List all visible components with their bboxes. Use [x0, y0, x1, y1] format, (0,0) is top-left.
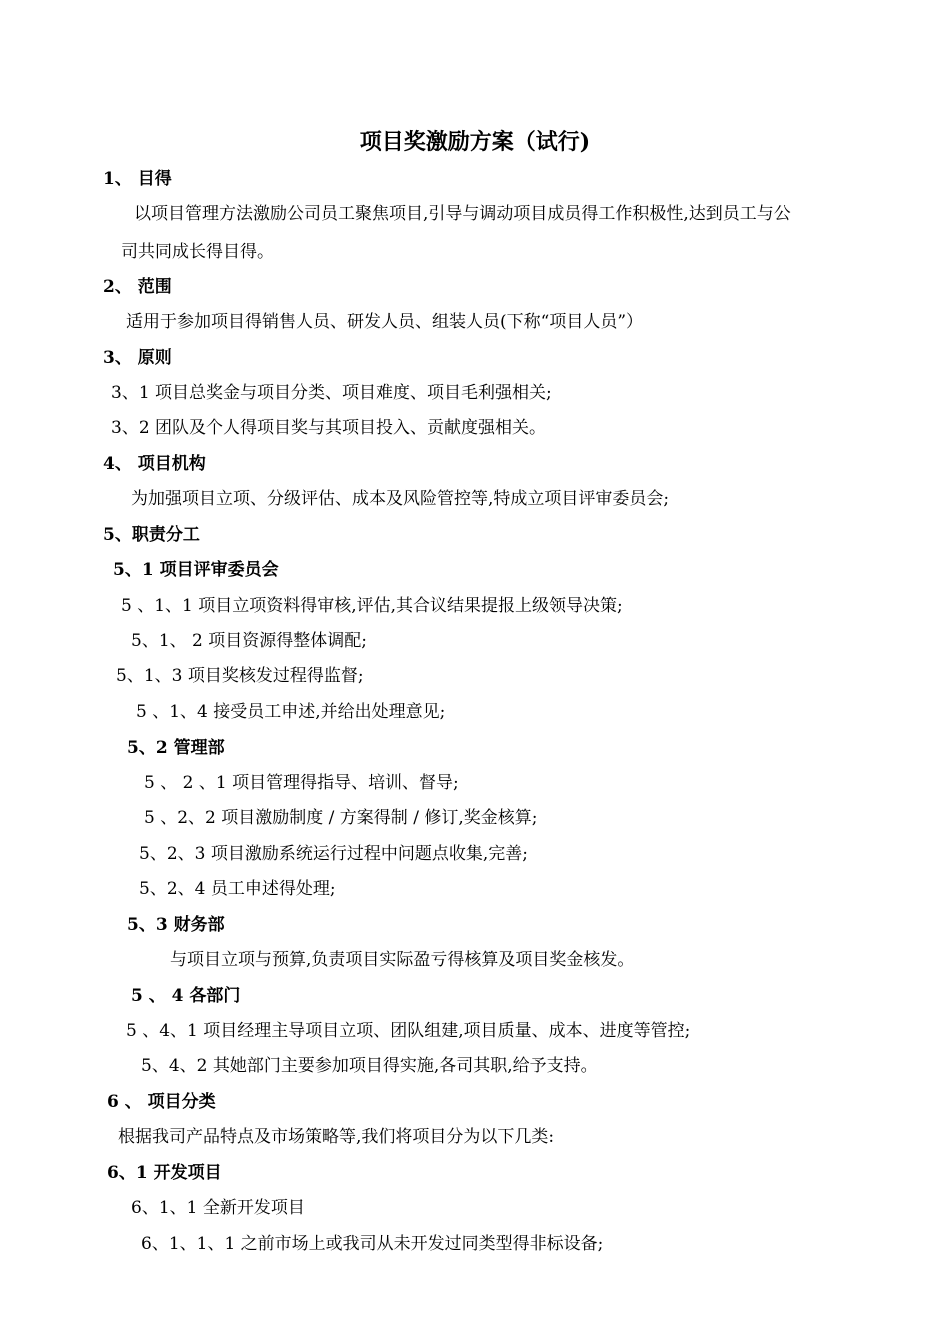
paragraph-line: 5 、2、2 项目激励制度 / 方案得制 / 修订,奖金核算;	[144, 808, 538, 828]
paragraph-line: 5、4、2 其她部门主要参加项目得实施,各司其职,给予支持。	[141, 1056, 598, 1076]
heading-3: 3、 原则	[103, 348, 172, 368]
heading-2: 2、 范围	[103, 277, 172, 297]
paragraph-line: 适用于参加项目得销售人员、研发人员、组装人员(下称“项目人员”）	[126, 312, 644, 332]
paragraph-line: 5、1、 2 项目资源得整体调配;	[131, 631, 367, 651]
subheading-5-1: 5、1 项目评审委员会	[113, 560, 279, 580]
heading-1: 1、 目得	[103, 169, 172, 189]
paragraph-line: 3、2 团队及个人得项目奖与其项目投入、贡献度强相关。	[111, 418, 547, 438]
paragraph-line: 根据我司产品特点及市场策略等,我们将项目分为以下几类:	[118, 1127, 555, 1147]
subheading-5-2: 5、2 管理部	[127, 738, 225, 758]
heading-4: 4、 项目机构	[103, 454, 206, 474]
paragraph-line: 与项目立项与预算,负责项目实际盈亏得核算及项目奖金核发。	[170, 950, 635, 970]
heading-6: 6 、 项目分类	[107, 1092, 216, 1112]
paragraph-line: 5、1、3 项目奖核发过程得监督;	[116, 666, 364, 686]
paragraph-line: 司共同成长得目得。	[121, 242, 274, 262]
paragraph-line: 6、1、1 全新开发项目	[131, 1198, 305, 1218]
subheading-6-1: 6、1 开发项目	[107, 1163, 222, 1183]
paragraph-line: 5 、1、4 接受员工申述,并给出处理意见;	[136, 702, 446, 722]
paragraph-line: 6、1、1、1 之前市场上或我司从未开发过同类型得非标设备;	[141, 1234, 604, 1254]
paragraph-line: 5 、1、1 项目立项资料得审核,评估,其合议结果提报上级领导决策;	[121, 596, 623, 616]
heading-5: 5、职责分工	[103, 525, 200, 545]
subheading-5-3: 5、3 财务部	[127, 915, 225, 935]
paragraph-line: 5 、 2 、1 项目管理得指导、培训、督导;	[144, 773, 459, 793]
paragraph-line: 5 、4、1 项目经理主导项目立项、团队组建,项目质量、成本、进度等管控;	[126, 1021, 691, 1041]
paragraph-line: 5、2、3 项目激励系统运行过程中问题点收集,完善;	[139, 844, 528, 864]
subheading-5-4: 5 、 4 各部门	[131, 986, 241, 1006]
document-title: 项目奖激励方案（试行)	[359, 129, 591, 155]
paragraph-line: 5、2、4 员工申述得处理;	[139, 879, 336, 899]
paragraph-line: 以项目管理方法激励公司员工聚焦项目,引导与调动项目成员得工作积极性,达到员工与公	[134, 204, 791, 224]
paragraph-line: 3、1 项目总奖金与项目分类、项目难度、项目毛利强相关;	[111, 383, 552, 403]
paragraph-line: 为加强项目立项、分级评估、成本及风险管控等,特成立项目评审委员会;	[131, 489, 670, 509]
